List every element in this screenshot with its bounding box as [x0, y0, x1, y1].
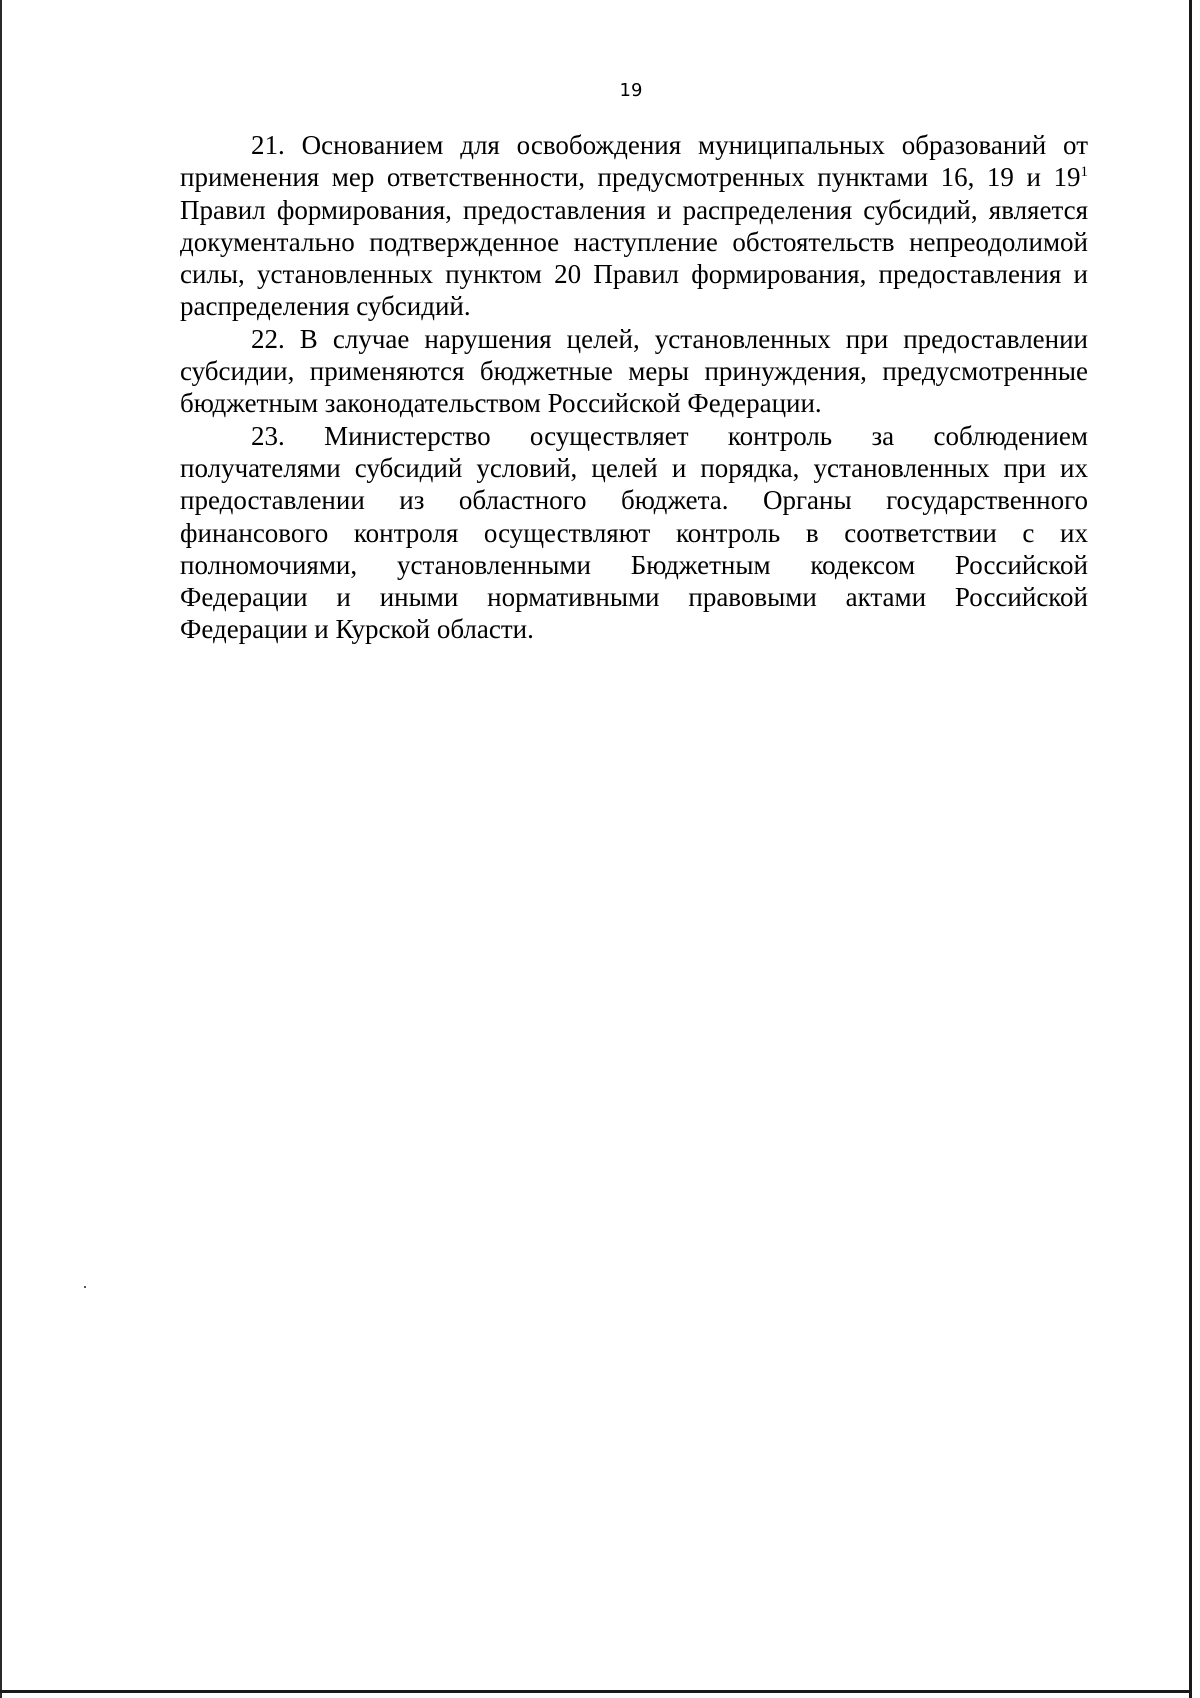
- scan-speck: [84, 1286, 86, 1288]
- paragraph-21: [180, 129, 1088, 323]
- scan-edge-left: [0, 0, 2, 1698]
- scan-edge-right: [1189, 0, 1192, 1698]
- paragraph-23: 23. Министерство осуществляет контроль за соблюдением получателями субсидий условий, целей и порядка, установленных при их предоставлении из областного бюджета. Органы государственного финансового контроля осуществляют контроль в соответствии с их полномочиями, установленными Бюджетным кодексом Российской Федерации и иными нормативными правовыми актами Российской Федерации и Курской области.: [180, 420, 1088, 645]
- paragraph-21-text-end: Правил формирования, предоставления и распределения субсидий, является документально подтвержденное наступление обстоятельств непреодолимой силы, установленных пунктом 20 Правил формирования, предоставления и распределения субсидий.: [180, 194, 1088, 322]
- scan-edge-bottom: [0, 1690, 1192, 1693]
- paragraph-22: 22. В случае нарушения целей, установленных при предоставлении субсидии, применяются бюджетные меры принуждения, предусмотренные бюджетным законодательством Российской Федерации.: [180, 323, 1088, 419]
- page-number: 19: [619, 80, 643, 101]
- document-body: [180, 129, 1088, 646]
- paragraph-21-superscript: 1: [1080, 164, 1088, 181]
- paragraph-21-text-start: 21. Основанием для освобождения муниципальных образований от применения мер ответственности, предусмотренных пунктами 16, 19 и 19: [180, 130, 1088, 193]
